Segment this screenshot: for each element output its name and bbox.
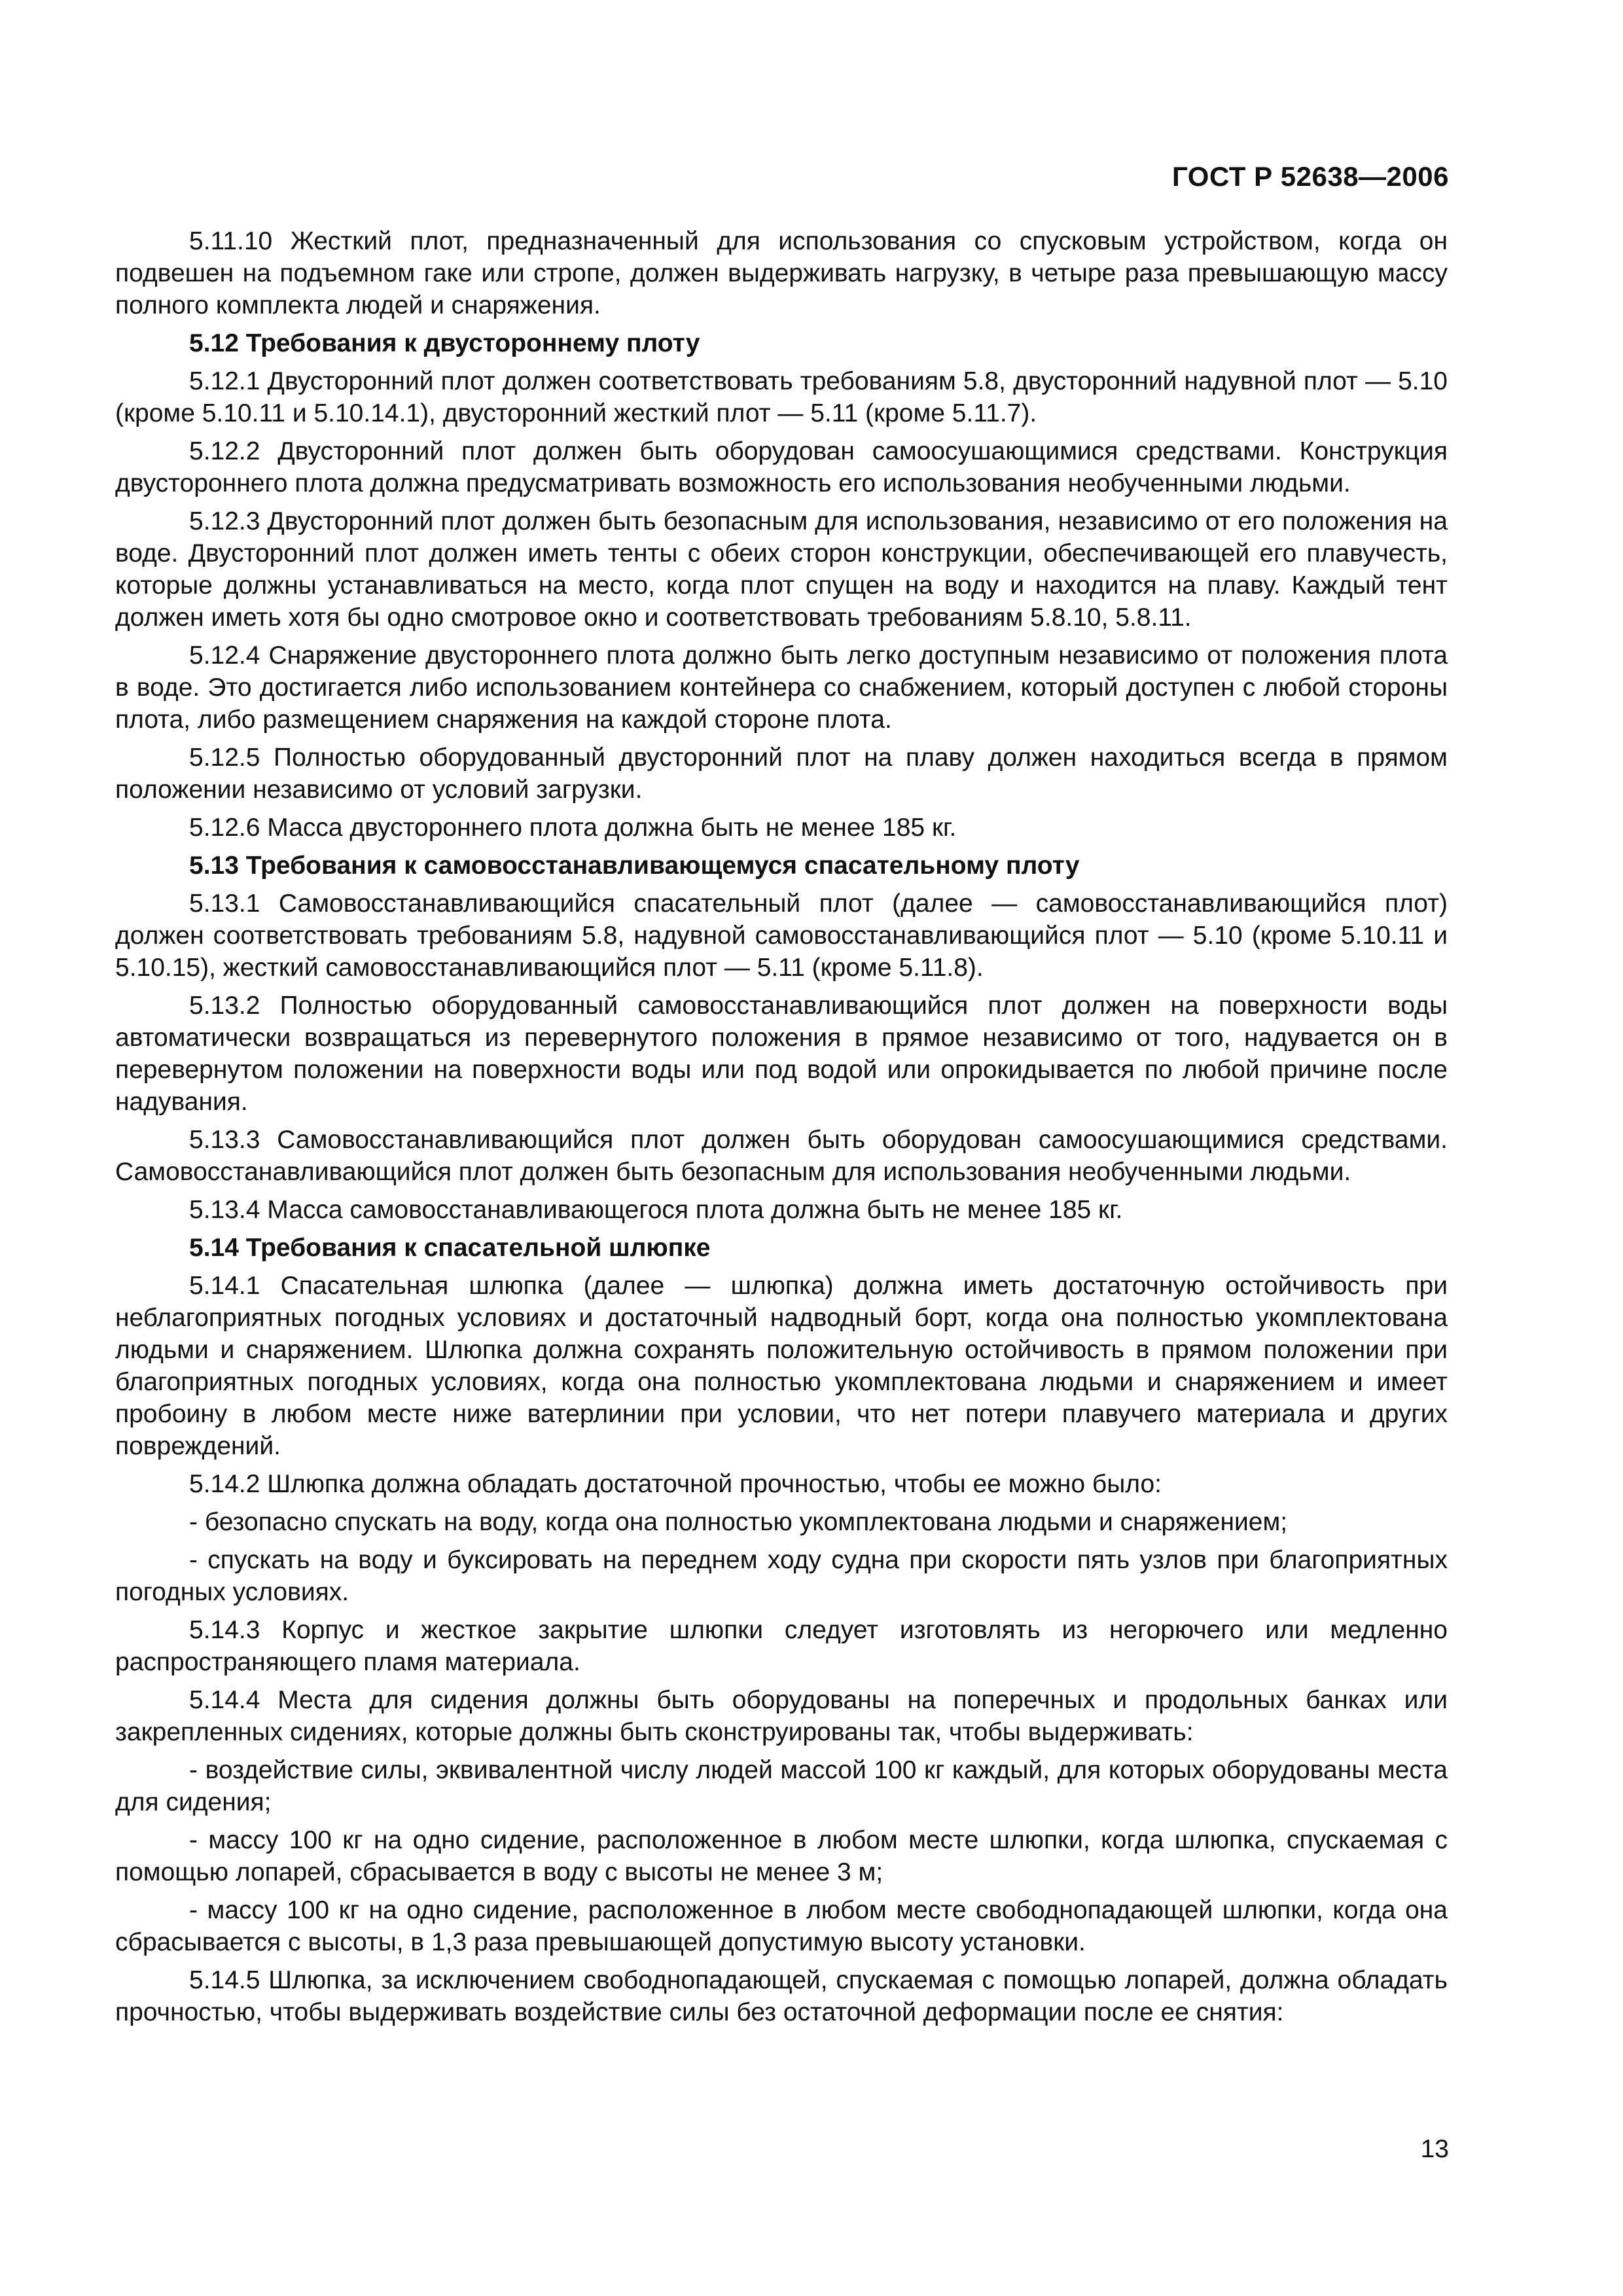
paragraph: - безопасно спускать на воду, когда она полностью укомплектована людьми и снаряжением; [189,1508,1288,1536]
paragraph: 5.13.4 Масса самовосстанавливающегося плота должна быть не менее 185 кг. [189,1196,1123,1224]
section-heading: 5.12 Требования к двустороннему плоту [189,329,700,357]
paragraph: 5.14.5 Шлюпка, за исключением свободнопадающей, спускаемая с помощью лопарей, должна обладать прочностью, чтобы выдерживать воздействие силы без остаточной деформации после ее снятия: [115,1966,1448,2026]
paragraph: 5.14.3 Корпус и жесткое закрытие шлюпки следует изготовлять из негорючего или медленно распространяющего пламя материала. [115,1616,1448,1676]
section-heading: 5.14 Требования к спасательной шлюпке [189,1234,711,1262]
paragraph: - воздействие силы, эквивалентной числу людей массой 100 кг каждый, для которых оборудованы места для сидения; [115,1756,1448,1816]
document-header: ГОСТ Р 52638—2006 [1172,161,1449,192]
paragraph: 5.12.2 Двусторонний плот должен быть оборудован самоосушающимися средствами. Конструкция двустороннего плота должна предусматривать возможность его использования необученными людьми. [115,437,1448,497]
section-heading: 5.13 Требования к самовосстанавливающемуся спасательному плоту [189,852,1080,880]
paragraph: 5.14.4 Места для сидения должны быть оборудованы на поперечных и продольных банках или закрепленных сидениях, которые должны быть сконструированы так, чтобы выдерживать: [115,1686,1448,1746]
paragraph: 5.12.3 Двусторонний плот должен быть безопасным для использования, независимо от его положения на воде. Двусторонний плот должен иметь тенты с обеих сторон конструкции, обеспечивающей его плавучесть, которые должны устанавливаться на место, когда плот спущен на воду и находится на плаву. Каждый тент должен иметь хотя бы одно смотровое окно и соответствовать требованиям 5.8.10, 5.8.11. [115,507,1448,632]
paragraph: - массу 100 кг на одно сидение, расположенное в любом месте шлюпки, когда шлюпка, спускаемая с помощью лопарей, сбрасывается в воду с высоты не менее 3 м; [115,1826,1448,1886]
document-body [115,225,1448,2034]
paragraph: 5.12.1 Двусторонний плот должен соответствовать требованиям 5.8, двусторонний надувной плот — 5.10 (кроме 5.10.11 и 5.10.14.1), двусторонний жесткий плот — 5.11 (кроме 5.11.7). [115,367,1448,427]
paragraph: 5.13.1 Самовосстанавливающийся спасательный плот (далее — самовосстанавливающийся плот) должен соответствовать требованиям 5.8, надувной самовосстанавливающийся плот — 5.10 (кроме 5.10.11 и 5.10.15), жесткий самовосстанавливающийся плот — 5.11 (кроме 5.11.8). [115,889,1448,982]
paragraph: 5.14.2 Шлюпка должна обладать достаточной прочностью, чтобы ее можно было: [189,1470,1162,1498]
paragraph: 5.14.1 Спасательная шлюпка (далее — шлюпка) должна иметь достаточную остойчивость при неблагоприятных погодных условиях и достаточный надводный борт, когда она полностью укомплектована людьми и снаряжением. Шлюпка должна сохранять положительную остойчивость в прямом положении при благоприятных погодных условиях, когда она полностью укомплектована людьми и снаряжением и имеет пробоину в любом месте ниже ватерлинии при условии, что нет потери плавучего материала и других повреждений. [115,1272,1448,1460]
paragraph: 5.13.2 Полностью оборудованный самовосстанавливающийся плот должен на поверхности воды автоматически возвращаться из перевернутого положения в прямое независимо от того, надувается он в перевернутом положении на поверхности воды или под водой или опрокидывается по любой причине после надувания. [115,992,1448,1116]
paragraph: 5.12.4 Снаряжение двустороннего плота должно быть легко доступным независимо от положения плота в воде. Это достигается либо использованием контейнера со снабжением, который доступен с любой стороны плота, либо размещением снаряжения на каждой стороне плота. [115,641,1448,734]
paragraph: 5.11.10 Жесткий плот, предназначенный для использования со спусковым устройством, когда он подвешен на подъемном гаке или стропе, должен выдерживать нагрузку, в четыре раза превышающую массу полного комплекта людей и снаряжения. [115,227,1448,319]
paragraph: - спускать на воду и буксировать на переднем ходу судна при скорости пять узлов при благоприятных погодных условиях. [115,1546,1448,1606]
paragraph: 5.12.6 Масса двустороннего плота должна быть не менее 185 кг. [189,814,957,842]
page-number: 13 [1420,2135,1449,2163]
paragraph: 5.12.5 Полностью оборудованный двусторонний плот на плаву должен находиться всегда в прямом положении независимо от условий загрузки. [115,744,1448,804]
paragraph: - массу 100 кг на одно сидение, расположенное в любом месте свободнопадающей шлюпки, когда она сбрасывается с высоты, в 1,3 раза превышающей допустимую высоту установки. [115,1896,1448,1956]
paragraph: 5.13.3 Самовосстанавливающийся плот должен быть оборудован самоосушающимися средствами. Самовосстанавливающийся плот должен быть безопасным для использования необученными людьми. [115,1126,1448,1186]
